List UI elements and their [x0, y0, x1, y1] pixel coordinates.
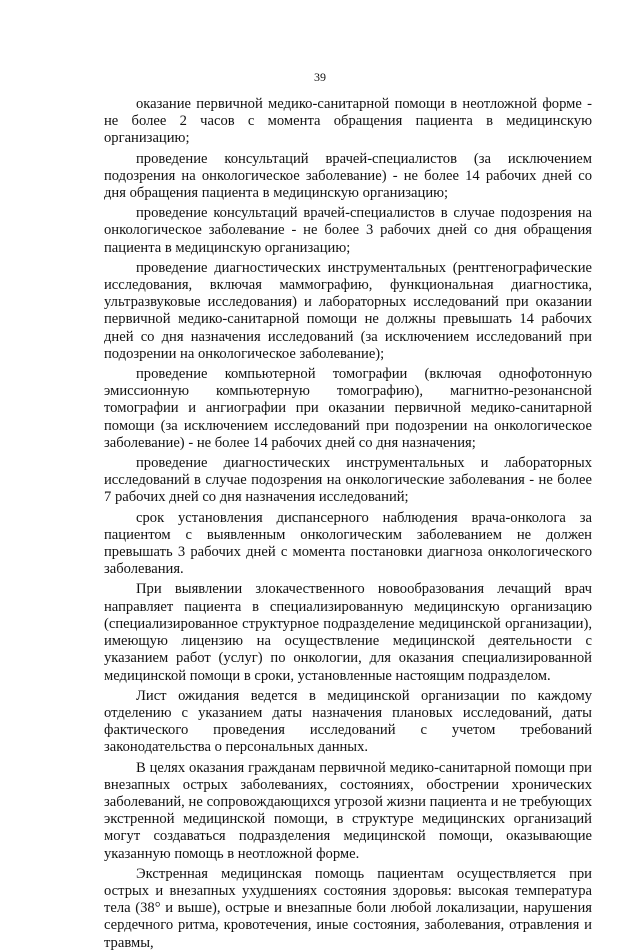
paragraph: В целях оказания гражданам первичной медико-санитарной помощи при внезапных острых заболеваниях, состояниях, обострении хронических заболеваний, не сопровождающихся угрозой жизни пациента и не требующих экстренной медицинской помощи, в структуре медицинских организаций могут создаваться подразделения медицинской помощи, оказывающие указанную помощь в неотложной форме. [104, 759, 592, 862]
page-number: 39 [314, 70, 326, 84]
paragraph: Лист ожидания ведется в медицинской организации по каждому отделению с указанием даты назначения плановых исследований, даты фактического проведения исследований с учетом требований законодательства о персональных данных. [104, 687, 592, 756]
paragraph: проведение консультаций врачей-специалистов в случае подозрения на онкологическое заболевание - не более 3 рабочих дней со дня обращения пациента в медицинскую организацию; [104, 205, 592, 256]
paragraph: проведение диагностических инструментальных и лабораторных исследований в случае подозрения на онкологические заболевания - не более 7 рабочих дней со дня назначения исследований; [104, 455, 592, 506]
paragraph: Экстренная медицинская помощь пациентам осуществляется при острых и внезапных ухудшениях состояния здоровья: высокая температура тела (38° и выше), острые и внезапные боли любой локализации, нарушения сердечного ритма, кровотечения, иные состояния, заболевания, отравления и травмы, [104, 865, 592, 951]
paragraph: При выявлении злокачественного новообразования лечащий врач направляет пациента в специализированную медицинскую организацию (специализированное структурное подразделение медицинской организации), имеющую лицензию на осуществление медицинской деятельности с указанием работ (услуг) по онкологии, для оказания специализированной медицинской помощи в сроки, установленные настоящим подразделом. [104, 581, 592, 684]
paragraph: проведение диагностических инструментальных (рентгенографические исследования, включая маммографию, функциональная диагностика, ультразвуковые исследования) и лабораторных исследований при оказании первичной медико-санитарной помощи не должны превышать 14 рабочих дней со дня назначения исследований (за исключением исследований при подозрении на онкологическое заболевание); [104, 259, 592, 362]
document-body [104, 96, 592, 952]
paragraph: проведение компьютерной томографии (включая однофотонную эмиссионную компьютерную томографию), магнитно-резонансной томографии и ангиографии при оказании первичной медико-санитарной помощи (за исключением исследований при подозрении на онкологическое заболевание) - не более 14 рабочих дней со дня назначения; [104, 366, 592, 451]
paragraph: оказание первичной медико-санитарной помощи в неотложной форме - не более 2 часов с момента обращения пациента в медицинскую организацию; [104, 96, 592, 147]
paragraph: проведение консультаций врачей-специалистов (за исключением подозрения на онкологическое заболевание) - не более 14 рабочих дней со дня обращения пациента в медицинскую организацию; [104, 150, 592, 202]
paragraph: срок установления диспансерного наблюдения врача-онколога за пациентом с выявленным онкологическим заболеванием не должен превышать 3 рабочих дней с момента постановки диагноза онкологического заболевания. [104, 509, 592, 578]
